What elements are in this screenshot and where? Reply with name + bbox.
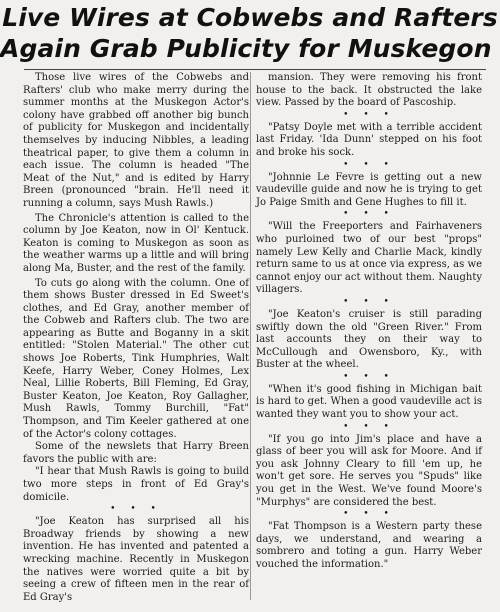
section-divider: • • •: [343, 209, 395, 220]
paragraph: To cuts go along with the column. One of them shows Buster dressed in Ed Sweet's clothes, and Ed Gray, another member of the Cobweb and Rafters club. The two are appearing as Butte and Boganny in a skit entitled: "Stolen Material." The other cut shows Joe Roberts, Tink Humphries, Walt Keefe, Harry Weber, Coney Holmes, Lex Neal, Lillie Roberts, Bill Fleming, Ed Gray, Buster Keaton, Joe Keaton, Roy Gallagher, Mush Rawls, Tommy Burchill, "Fat" Thompson, and Tim Keeler gathered at one of the Actor's colony cottages.: [23, 277, 249, 440]
section-divider: • • •: [110, 504, 162, 515]
section-divider: • • •: [343, 109, 395, 120]
paragraph: "Joe Keaton's cruiser is still parading swiftly down the old "Green River." From last accounts they on their way to McCullough and Owensboro, Ky., with Buster at the wheel.: [256, 308, 482, 371]
paragraph: "Fat Thompson is a Western party these days, we understand, and wearing a sombrero and toting a gun. Harry Weber vouched the information.": [256, 521, 482, 570]
paragraph: "I hear that Mush Rawls is going to build two more steps in front of Ed Gray's domicile.: [23, 466, 249, 503]
section-divider: • • •: [343, 509, 395, 520]
article-column-right: [256, 72, 482, 572]
paragraph: Those live wires of the Cobwebs and Rafters' club who make merry during the summer months at the Muskegon Actor's colony have grabbed off another big bunch of publicity for Muskegon and incidentally themselves by inducing Nibbles, a leading theatrical paper, to give them a column in each issue. The column is headed "The Meat of the Nut," and is edited by Harry Breen (pronounced "brain. He'll need it running a column, says Mush Rawls.): [23, 72, 249, 209]
column-divider: [250, 72, 251, 600]
paragraph: "Joe Keaton has surprised all his Broadway friends by showing a new invention. He has invented and patented a wrecking machine. Recently in Muskegon the natives were worried quite a bit by seeing a crew of fifteen men in the rear of Ed Gray's: [23, 516, 249, 603]
section-divider: • • •: [343, 371, 395, 382]
headline-line-1: Live Wires at Cobwebs and Rafters: [2, 3, 498, 32]
article-column-left: [23, 72, 249, 604]
section-divider: • • •: [343, 421, 395, 432]
paragraph: "Johnnie Le Fevre is getting out a new vaudeville guide and now he is trying to get Jo Paige Smith and Gene Hughes to fill it.: [256, 171, 482, 208]
headline-line-2: Again Grab Publicity for Muskegon: [0, 34, 492, 63]
section-divider: • • •: [343, 159, 395, 170]
paragraph: "Will the Freeporters and Fairhaveners who purloined two of our best "props" namely Lew Kelly and Charlie Mack, kindly return same to us at once via express, as we cannot enjoy our act without them. Naughty villagers.: [256, 221, 482, 296]
paragraph: "When it's good fishing in Michigan bait is hard to get. When a good vaudeville act is wanted they want you to show your act.: [256, 383, 482, 421]
section-divider: • • •: [343, 296, 395, 307]
paragraph: mansion. They were removing his front house to the back. It obstructed the lake view. Passed by the board of Pascoship.: [256, 72, 482, 109]
paragraph: "If you go into Jim's place and have a glass of beer you will ask for Moore. And if you ask Johnny Cleary to fill 'em up, he won't get sore. He serves you "Spuds" like you get in the West. We've found Moore's "Murphys" are considered the best.: [256, 433, 482, 508]
headline-rule: [24, 69, 486, 70]
paragraph: "Patsy Doyle met with a terrible accident last Friday. 'Ida Dunn' stepped on his foot and broke his sock.: [256, 121, 482, 158]
paragraph: Some of the newslets that Harry Breen favors the public with are:: [23, 441, 249, 465]
paragraph: The Chronicle's attention is called to the column by Joe Keaton, now in Ol' Kentuck. Keaton is coming to Muskegon as soon as the weather warms up a little and will bring along Ma, Buster, and the rest of the family.: [23, 212, 249, 274]
